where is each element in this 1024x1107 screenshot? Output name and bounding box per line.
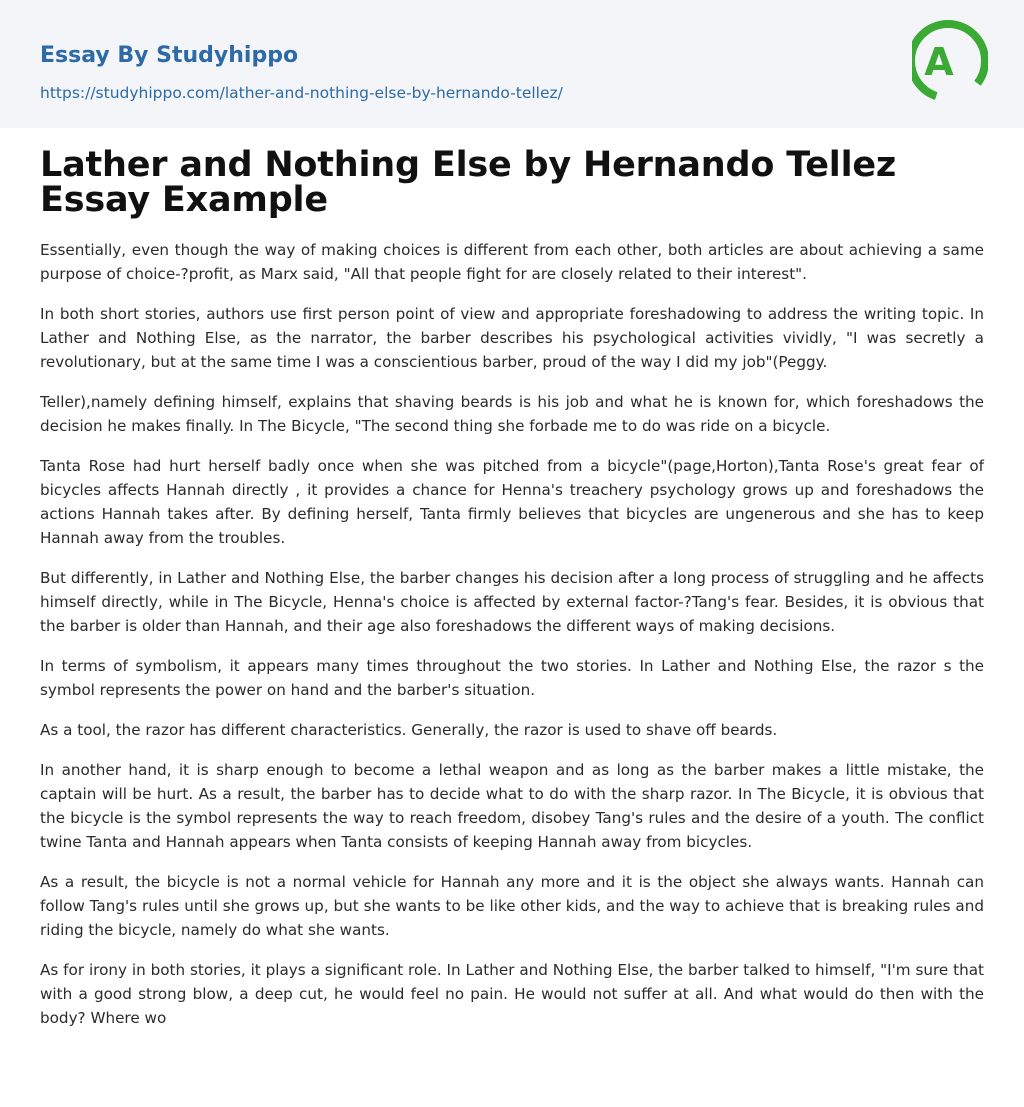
paragraph-9: As a result, the bicycle is not a normal vehicle for Hannah any more and it is the object she always wants. Hannah can follow Tang's rules until she grows up, but she wants to be like other kids, and the way to achieve that is breaking rules and riding the bicycle, namely do what she wants. <box>40 873 984 939</box>
paragraph-4: Tanta Rose had hurt herself badly once when she was pitched from a bicycle"(page,Horton),Tanta Rose's great fear of bicycles affects Hannah directly , it provides a chance for Henna's treachery psychology grows up and foreshadows the actions Hannah takes after. By defining herself, Tanta firmly believes that bicycles are ungenerous and she has to keep Hannah away from the troubles. <box>40 457 984 547</box>
paragraph-6: In terms of symbolism, it appears many times throughout the two stories. In Lather and Nothing Else, the razor s the symbol represents the power on hand and the barber's situation. <box>40 657 984 699</box>
paragraph-1: Essentially, even though the way of making choices is different from each other, both articles are about achieving a same purpose of choice-?profit, as Marx said, "All that people fight for are closely related to their interest". <box>40 241 984 283</box>
article-body <box>0 128 1024 1030</box>
paragraph-3: Teller),namely defining himself, explains that shaving beards is his job and what he is known for, which foreshadows the decision he makes finally. In The Bicycle, "The second thing she forbade me to do was ride on a bicycle. <box>40 393 984 435</box>
studyhippo-logo-icon[interactable] <box>912 18 988 108</box>
paragraph-2: In both short stories, authors use first person point of view and appropriate foreshadowing to address the writing topic. In Lather and Nothing Else, as the narrator, the barber describes his psychological activities vividly, "I was secretly a revolutionary, but at the same time I was a conscientious barber, proud of the way I did my job"(Peggy. <box>40 305 984 371</box>
site-brand[interactable]: Essay By Studyhippo <box>40 43 299 68</box>
article-url-link[interactable]: https://studyhippo.com/lather-and-nothing-else-by-hernando-tellez/ <box>40 84 563 102</box>
page-title: Lather and Nothing Else by Hernando Tellez Essay Example <box>40 145 897 220</box>
paragraph-8: In another hand, it is sharp enough to become a lethal weapon and as long as the barber makes a little mistake, the captain will be hurt. As a result, the barber has to decide what to do with the sharp razor. In The Bicycle, it is obvious that the bicycle is the symbol represents the way to reach freedom, disobey Tang's rules and the desire of a youth. The conflict twine Tanta and Hannah appears when Tanta consists of keeping Hannah away from bicycles. <box>40 761 984 851</box>
paragraph-5: But differently, in Lather and Nothing Else, the barber changes his decision after a long process of struggling and he affects himself directly, while in The Bicycle, Henna's choice is affected by external factor-?Tang's fear. Besides, it is obvious that the barber is older than Hannah, and their age also foreshadows the different ways of making decisions. <box>40 569 984 635</box>
paragraph-10: As for irony in both stories, it plays a significant role. In Lather and Nothing Else, the barber talked to himself, "I'm sure that with a good strong blow, a deep cut, he would feel no pain. He would not suffer at all. And what would do then with the body? Where wo <box>40 961 984 1027</box>
paragraph-7: As a tool, the razor has different characteristics. Generally, the razor is used to shave off beards. <box>40 721 778 739</box>
logo-letter: A <box>924 40 954 84</box>
site-header <box>0 0 1024 128</box>
